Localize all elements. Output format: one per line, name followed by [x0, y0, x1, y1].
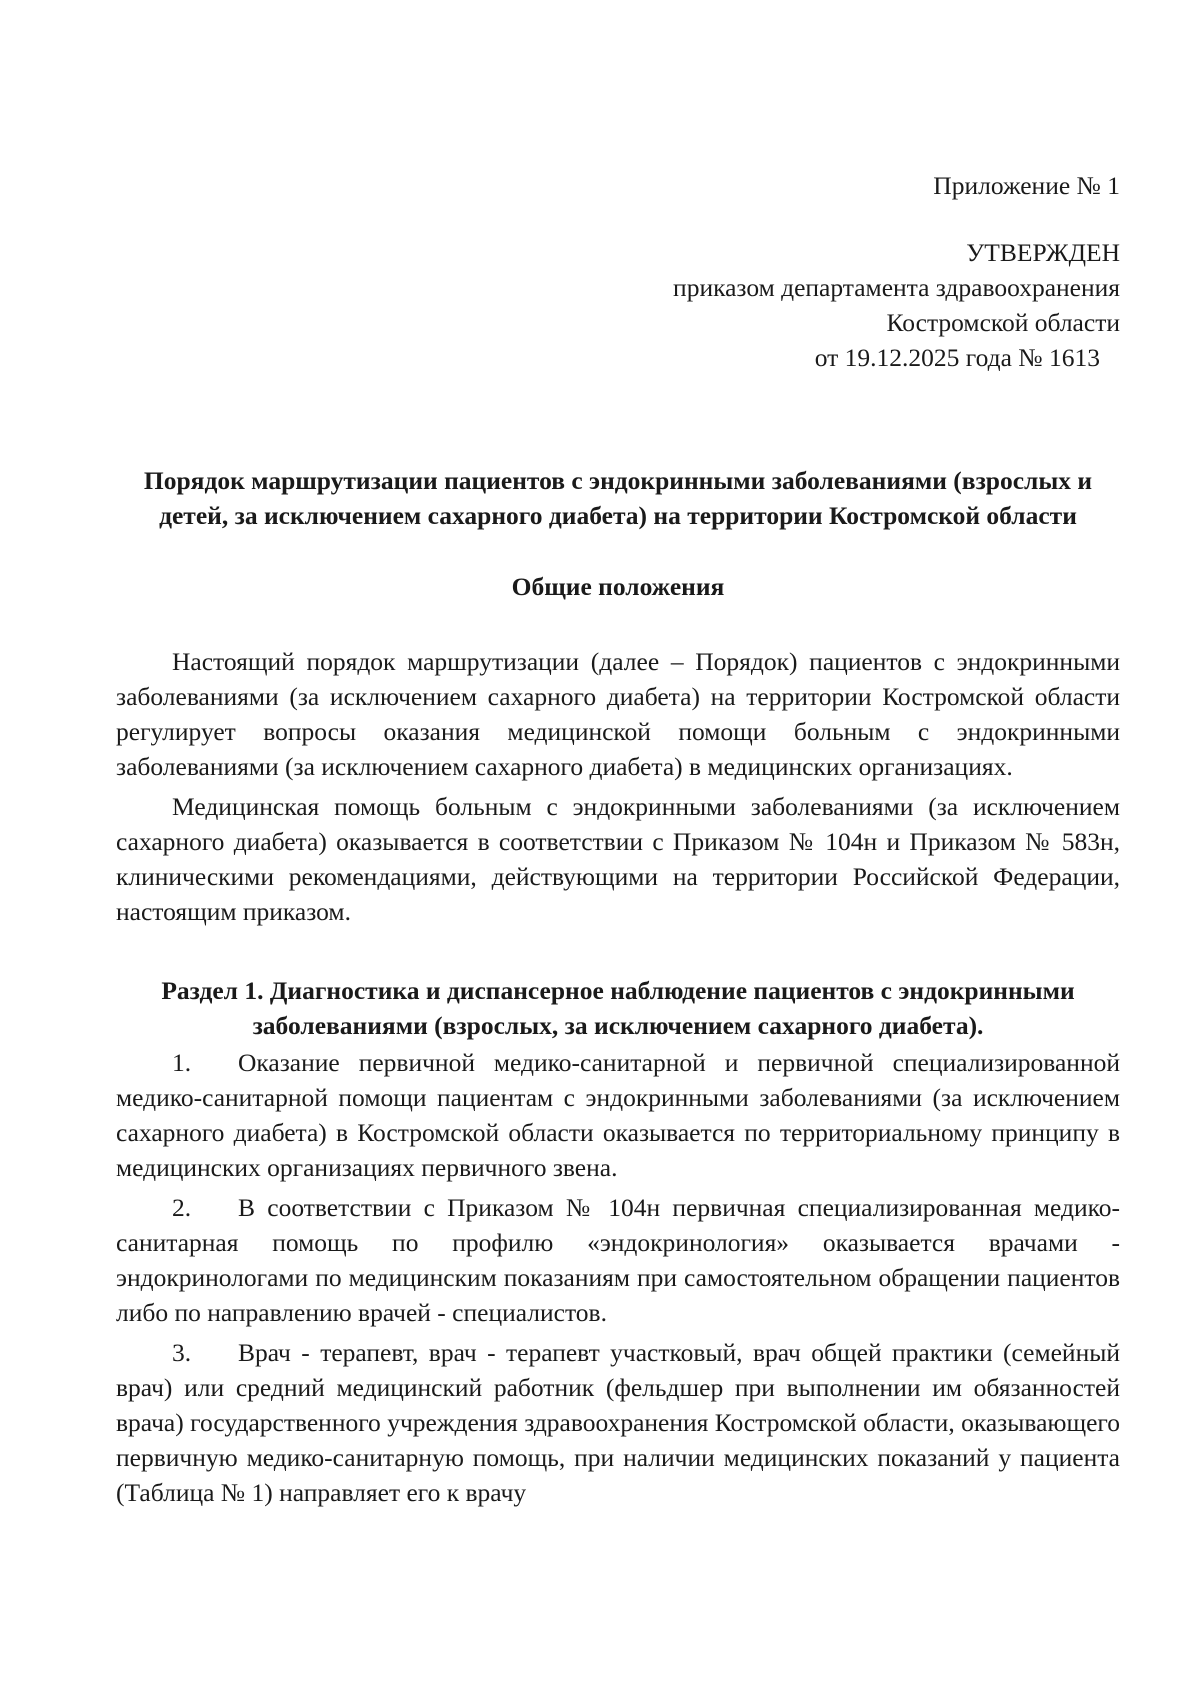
document-title: Порядок маршрутизации пациентов с эндокринными заболеваниями (взрослых и детей, за исключением сахарного диабета) на территории Костромской области — [143, 466, 1093, 530]
item-text: Врач - терапевт, врач - терапевт участковый, врач общей практики (семейный врач) или средний медицинский работник (фельдшер при выполнении им обязанностей врача) государственного учреждения здравоохранения Костромской области, оказывающего первичную медико-санитарную помощь, при наличии медицинских показаний у пациента (Таблица № 1) направляет его к врачу — [116, 1338, 1120, 1507]
section-1-heading: Раздел 1. Диагностика и диспансерное наблюдение пациентов с эндокринными заболеваниями (взрослых, за исключением сахарного диабета). — [161, 976, 1075, 1040]
approved-label: УТВЕРЖДЕН — [966, 238, 1120, 267]
approval-block — [116, 235, 1120, 375]
item-text: В соответствии с Приказом № 104н первичная специализированная медико-санитарная помощь по профилю «эндокринология» оказывается врачами - эндокринологами по медицинским показаниям при самостоятельном обращении пациентов либо по направлению врачей - специалистов. — [116, 1193, 1120, 1327]
item-text: Оказание первичной медико-санитарной и первичной специализированной медико-санитарной помощи пациентам с эндокринными заболеваниями (за исключением сахарного диабета) в Костромской области оказывается по территориальному принципу в медицинских организациях первичного звена. — [116, 1048, 1120, 1182]
general-paragraph-2: Медицинская помощь больным с эндокринными заболеваниями (за исключением сахарного диабета) оказывается в соответствии с Приказом № 104н и Приказом № 583н, клиническими рекомендациями, действующими на территории Российской Федерации, настоящим приказом. — [116, 792, 1120, 926]
section-1-item-3 — [116, 1335, 1120, 1510]
section-1-item-1 — [116, 1045, 1120, 1185]
item-number: 3. — [172, 1338, 192, 1367]
item-number: 2. — [172, 1193, 192, 1222]
general-heading: Общие положения — [511, 572, 725, 601]
document-content — [116, 168, 1120, 1510]
general-paragraph-1: Настоящий порядок маршрутизации (далее – Порядок) пациентов с эндокринными заболеваниями (за исключением сахарного диабета) на территории Костромской области регулирует вопросы оказания медицинской помощи больным с эндокринными заболеваниями (за исключением сахарного диабета) в медицинских организациях. — [116, 647, 1120, 781]
order-line-2: Костромской области — [886, 308, 1120, 337]
appendix-label: Приложение № 1 — [933, 171, 1120, 200]
item-number: 1. — [172, 1048, 192, 1077]
section-1-item-2 — [116, 1190, 1120, 1330]
order-date: от 19.12.2025 года № 1613 — [814, 343, 1100, 372]
order-line-1: приказом департамента здравоохранения — [673, 273, 1120, 302]
